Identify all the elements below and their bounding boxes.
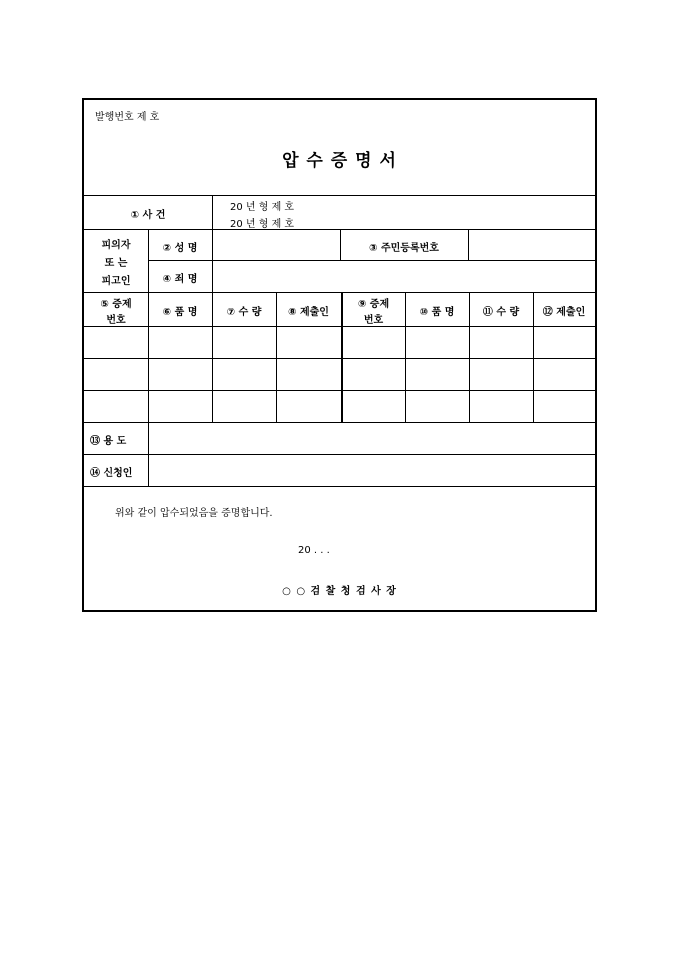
name-field[interactable] — [216, 239, 336, 253]
case-label: ① 사 건 — [130, 210, 166, 221]
applicant-label: ⑭ 신청인 — [90, 468, 133, 479]
item-name-header-left: ⑥ 품 명 — [162, 307, 198, 318]
resident-id-field[interactable] — [472, 239, 592, 253]
evidence-no-header-left-2: 번호 — [106, 315, 126, 326]
table-row — [84, 326, 595, 358]
table-row — [84, 390, 595, 422]
seizure-certificate-form — [82, 98, 597, 612]
purpose-label: ⑬ 용 도 — [90, 436, 127, 447]
suspect-label-line-1: 피의자 — [101, 240, 131, 251]
quantity-header-right: ⑪ 수 량 — [482, 307, 520, 318]
purpose-field[interactable] — [152, 432, 592, 446]
issue-date: 20 . . . — [298, 545, 330, 556]
table-row — [84, 358, 595, 390]
items-table-body — [84, 326, 595, 422]
evidence-no-header-right-1: ⑨ 증제 — [357, 299, 390, 310]
evidence-no-header-right-2: 번호 — [363, 315, 384, 326]
submitter-header-left: ⑧ 제출인 — [288, 307, 329, 318]
page-title: 압 수 증 명 서 — [282, 151, 397, 171]
evidence-no-header-left-1: ⑤ 증제 — [100, 299, 132, 310]
submitter-header-right: ⑫ 제출인 — [542, 307, 586, 318]
name-label: ② 성 명 — [162, 243, 198, 254]
case-number-line-1: 20 년 형 제 호 — [230, 202, 295, 213]
charge-field[interactable] — [216, 270, 591, 284]
case-number-line-2: 20 년 형 제 호 — [230, 219, 295, 230]
resident-id-label: ③ 주민등록번호 — [369, 243, 439, 254]
charge-label: ④ 죄 명 — [162, 274, 198, 285]
item-name-header-right: ⑩ 품 명 — [419, 307, 455, 318]
applicant-field[interactable] — [152, 464, 592, 478]
suspect-label-line-3: 피고인 — [101, 276, 131, 287]
suspect-label-line-2: 또 는 — [104, 258, 128, 269]
quantity-header-left: ⑦ 수 량 — [226, 307, 262, 318]
issuer-signature: ○ ○ 검 찰 청 검 사 장 — [282, 586, 397, 597]
issue-number: 발행번호 제 호 — [95, 112, 160, 123]
certification-statement: 위와 같이 압수되었음을 증명합니다. — [115, 508, 273, 519]
